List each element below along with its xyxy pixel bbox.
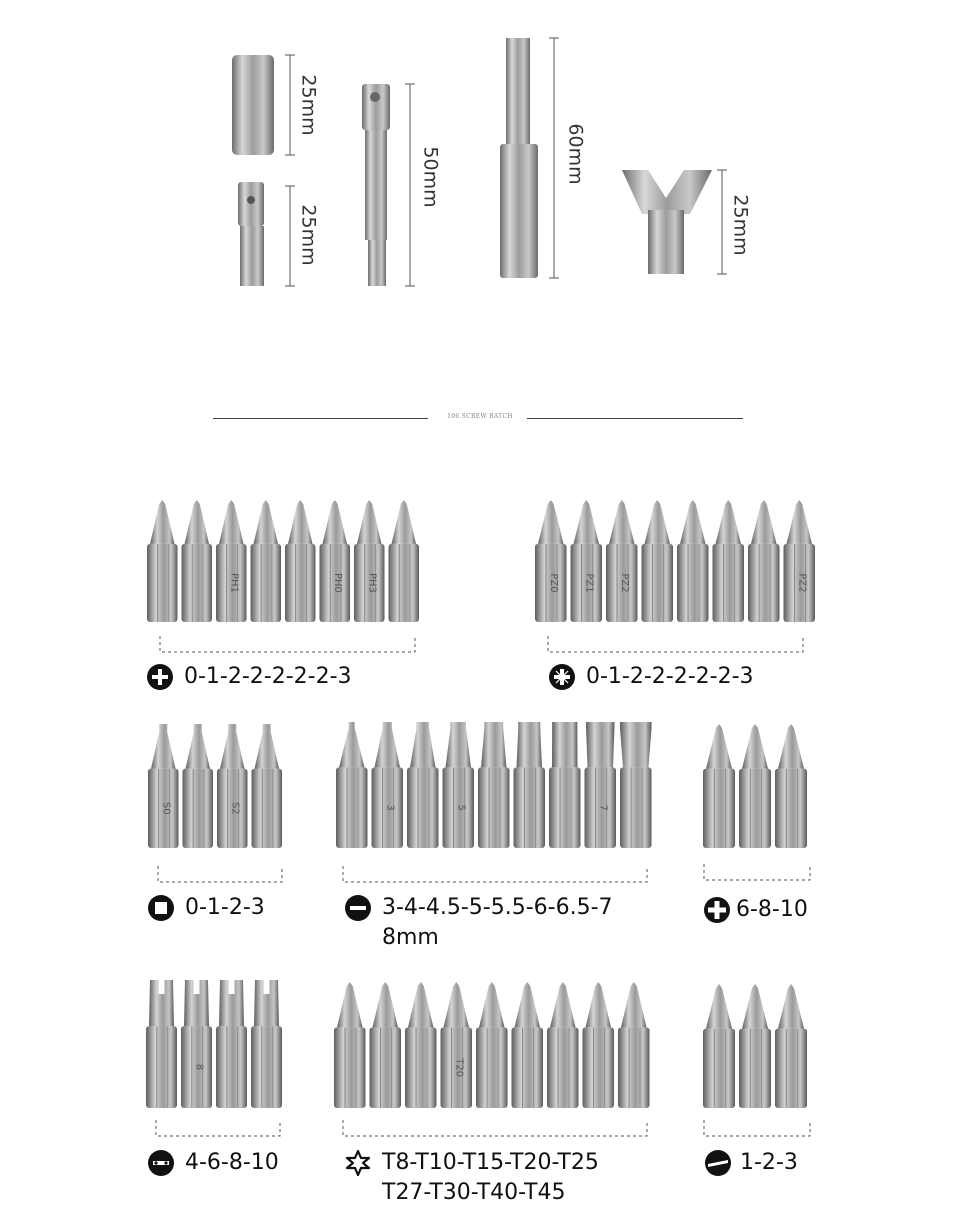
- phillips-bit: [320, 500, 351, 622]
- bit-marking: PZ1: [583, 573, 595, 593]
- pozidriv-bit: [642, 500, 674, 622]
- y-wrench-length: 25mm: [729, 194, 752, 256]
- phillips-bit: [285, 500, 316, 622]
- spanner-caption: [148, 1148, 279, 1178]
- square-bit-group: [148, 724, 282, 882]
- bit-marking: PH0: [331, 572, 343, 593]
- pozidriv-bit: [784, 500, 816, 622]
- extension-bar-length: 50mm: [419, 146, 442, 208]
- cross-caption: [704, 895, 808, 925]
- phillips-bit-group: [147, 500, 419, 652]
- slotted-bit: [443, 722, 475, 848]
- phillips-bit: [389, 500, 420, 622]
- torx-star-icon: [345, 1150, 371, 1176]
- bit-marking: PZ0: [547, 573, 559, 593]
- slotted-bit: [372, 722, 404, 848]
- cross-sizes: 6-8-10: [736, 897, 808, 922]
- square-bit: [217, 724, 248, 848]
- phillips-circle-icon: [147, 664, 173, 690]
- bit-marking: T20: [453, 1058, 465, 1078]
- triwing-bit: [775, 984, 807, 1108]
- bit-marking: S2: [229, 801, 241, 815]
- square-circle-icon: [148, 895, 174, 921]
- cross-bit: [775, 724, 807, 848]
- torx-bit: [512, 982, 544, 1108]
- divider-title: 106 SCREW BATCH: [447, 413, 513, 420]
- group-bracket: [343, 1120, 647, 1136]
- triwing-circle-icon: [705, 1150, 731, 1176]
- cross-circle-icon: [704, 897, 730, 923]
- triwing-bit: [739, 984, 771, 1108]
- pozidriv-bit-group: [535, 500, 815, 652]
- square-bit: [183, 724, 214, 848]
- hex-adapter-length: 25mm: [297, 204, 320, 266]
- bit-marking: PH3: [366, 572, 378, 593]
- spanner-bit: [251, 980, 282, 1108]
- pozidriv-bit: [677, 500, 709, 622]
- pozidriv-bit: [748, 500, 780, 622]
- bit-marking: PH1: [228, 572, 240, 593]
- slotted-circle-icon: [345, 895, 371, 921]
- phillips-bit: [216, 500, 247, 622]
- torx-bit: [583, 982, 615, 1108]
- slotted-sizes-line2: 8mm: [382, 925, 439, 950]
- slotted-bit: [549, 722, 581, 848]
- spanner-bit-group: [146, 980, 282, 1136]
- phillips-bit: [182, 500, 213, 622]
- group-bracket: [156, 1120, 280, 1136]
- torx-bit: [405, 982, 437, 1108]
- slotted-bit-group: [336, 722, 652, 882]
- bit-marking: 5: [455, 804, 467, 811]
- group-bracket: [160, 636, 415, 652]
- magnetic-holder-length: 60mm: [564, 123, 587, 185]
- slotted-bit: [336, 722, 368, 848]
- torx-bit: [547, 982, 579, 1108]
- group-bracket: [704, 864, 810, 880]
- triwing-caption: [705, 1148, 798, 1178]
- bit-marking: S0: [160, 801, 172, 815]
- slotted-caption: [345, 893, 613, 953]
- cross-bit: [739, 724, 771, 848]
- torx-caption: [345, 1148, 599, 1208]
- torx-bit: [618, 982, 650, 1108]
- torx-sizes-line2: T27-T30-T40-T45: [382, 1180, 566, 1205]
- spanner-bit: [216, 980, 247, 1108]
- spanner-sizes: 4-6-8-10: [185, 1150, 279, 1175]
- group-bracket: [158, 866, 282, 882]
- spanner-bit: [146, 980, 177, 1108]
- pozidriv-bit: [606, 500, 638, 622]
- group-bracket: [548, 636, 803, 652]
- bit-marking: 8: [193, 1063, 205, 1071]
- slotted-bit: [407, 722, 439, 848]
- pozidriv-bit: [713, 500, 745, 622]
- slotted-bit: [620, 722, 652, 848]
- square-bit: [148, 724, 179, 848]
- pozidriv-bit: [535, 500, 567, 622]
- phillips-sizes: 0-1-2-2-2-2-2-3: [184, 664, 352, 689]
- group-bracket: [343, 866, 647, 882]
- torx-bit: [441, 982, 473, 1108]
- torx-bit-group: [334, 982, 650, 1136]
- cross-bit: [703, 724, 735, 848]
- triwing-bit-group: [703, 984, 810, 1136]
- phillips-bit: [251, 500, 282, 622]
- phillips-caption: [147, 662, 352, 692]
- pozidriv-sizes: 0-1-2-2-2-2-2-3: [586, 664, 754, 689]
- group-bracket: [704, 1120, 810, 1136]
- socket-adapter-length: 25mm: [297, 74, 320, 136]
- torx-bit: [334, 982, 366, 1108]
- slotted-bit: [514, 722, 546, 848]
- phillips-bit: [147, 500, 178, 622]
- square-sizes: 0-1-2-3: [185, 895, 265, 920]
- torx-sizes-line1: T8-T10-T15-T20-T25: [382, 1150, 599, 1175]
- bit-marking: 7: [597, 804, 609, 811]
- bit-marking: PZ2: [618, 573, 630, 593]
- spanner-circle-icon: [148, 1150, 174, 1176]
- pozidriv-bit: [571, 500, 603, 622]
- torx-bit: [476, 982, 508, 1108]
- pozidriv-caption: [549, 662, 754, 692]
- slotted-bit: [478, 722, 510, 848]
- slotted-bit: [585, 722, 617, 848]
- pozidriv-circle-icon: [549, 664, 575, 690]
- slotted-sizes-line1: 3-4-4.5-5-5.5-6-6.5-7: [382, 895, 613, 920]
- spanner-bit: [181, 980, 212, 1108]
- square-caption: [148, 893, 265, 923]
- bit-marking: PZ2: [796, 573, 808, 593]
- torx-bit: [370, 982, 402, 1108]
- bit-marking: 3: [384, 804, 396, 811]
- triwing-bit: [703, 984, 735, 1108]
- triwing-sizes: 1-2-3: [740, 1150, 798, 1175]
- phillips-bit: [354, 500, 385, 622]
- square-bit: [252, 724, 283, 848]
- cross-bit-group: [703, 724, 810, 880]
